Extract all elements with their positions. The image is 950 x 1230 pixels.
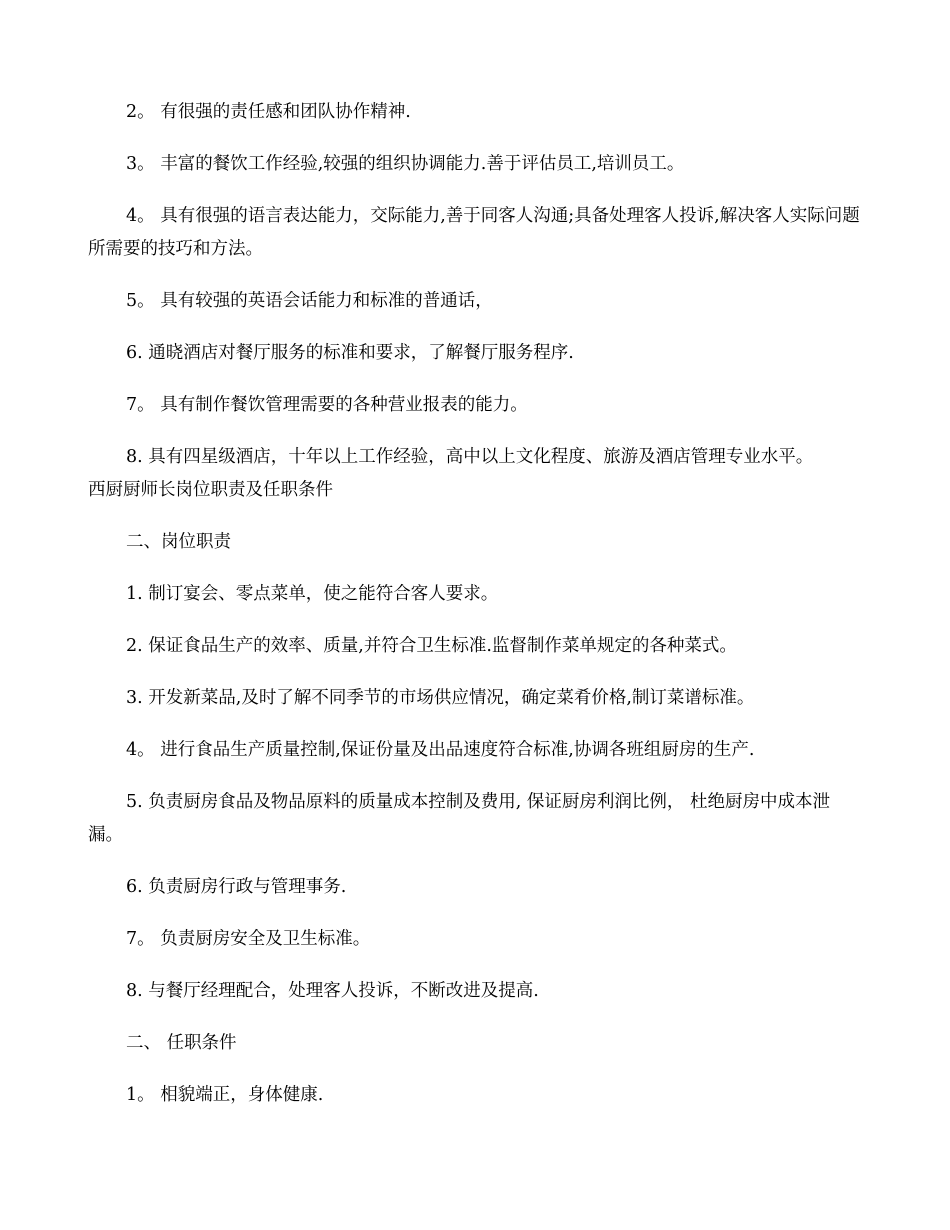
paragraph-item-3: 3。 丰富的餐饮工作经验,较强的组织协调能力.善于评估员工,培训员工。 [126, 154, 685, 174]
duty-item: 7。 负责厨房安全及卫生标准。 [126, 929, 371, 949]
requirements-heading: 二、 任职条件 [126, 1033, 237, 1053]
duties-heading: 二、岗位职责 [126, 532, 231, 552]
section-title: 西厨厨师长岗位职责及任职条件 [88, 480, 333, 500]
duty-item: 8. 与餐厅经理配合，处理客人投诉，不断改进及提高. [126, 981, 539, 1001]
paragraph-item-5: 5。 具有较强的英语会话能力和标准的普通话， [126, 291, 493, 311]
requirement-item: 1。 相貌端正，身体健康. [126, 1085, 324, 1105]
paragraph-item-4: 4。 具有很强的语言表达能力，交际能力,善于同客人沟通;具备处理客人投诉,解决客人实际问题所需要的技巧和方法。 [88, 206, 860, 259]
duty-item: 3. 开发新菜品,及时了解不同季节的市场供应情况，确定菜肴价格,制订菜谱标准。 [126, 688, 755, 708]
duty-item: 6. 负责厨房行政与管理事务. [126, 877, 347, 897]
duty-item: 1. 制订宴会、零点菜单，使之能符合客人要求。 [126, 584, 499, 604]
duty-item: 4。 进行食品生产质量控制,保证份量及出品速度符合标准,协调各班组厨房的生产. [126, 740, 755, 760]
duty-item: 5. 负责厨房食品及物品原料的质量成本控制及费用, 保证厨房利润比例， 杜绝厨房中成本泄 漏。 [88, 792, 830, 845]
paragraph-item-7: 7。 具有制作餐饮管理需要的各种营业报表的能力。 [126, 395, 528, 415]
duty-item: 2. 保证食品生产的效率、质量,并符合卫生标准.监督制作菜单规定的各种菜式。 [126, 636, 737, 656]
paragraph-item-8: 8. 具有四星级酒店，十年以上工作经验，高中以上文化程度、旅游及酒店管理专业水平。 [126, 447, 814, 467]
document-body [88, 96, 860, 1131]
paragraph-item-2: 2。 有很强的责任感和团队协作精神. [126, 102, 411, 122]
paragraph-item-6: 6. 通晓酒店对餐厅服务的标准和要求，了解餐厅服务程序. [126, 343, 574, 363]
